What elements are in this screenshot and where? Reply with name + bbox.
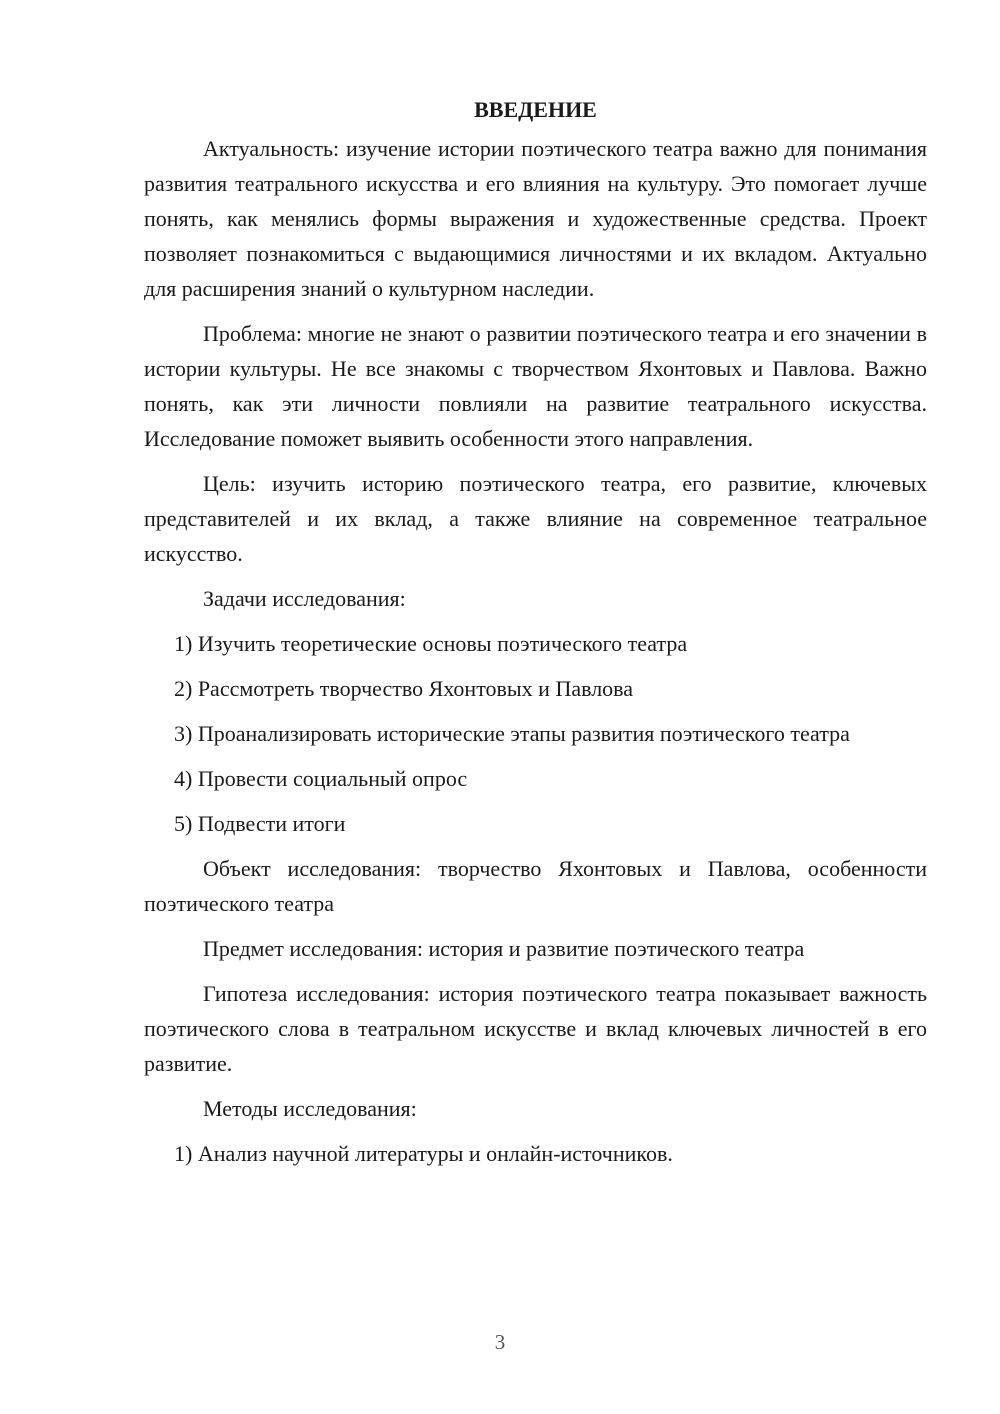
- paragraph-object: Объект исследования: творчество Яхонтовых и Павлова, особенности поэтического театра: [144, 856, 927, 916]
- page-number: 3: [494, 1330, 506, 1354]
- paragraph-goal: Цель: изучить историю поэтического театра, его развитие, ключевых представителей и их вклад, а также влияние на современное театральное искусство.: [144, 471, 927, 566]
- document-page: [144, 92, 927, 1181]
- paragraph-relevance: Актуальность: изучение истории поэтического театра важно для понимания развития театрального искусства и его влияния на культуру. Это помогает лучше понять, как менялись формы выражения и художественные средства. Проект позволяет познакомиться с выдающимися личностями и их вкладом. Актуально для расширения знаний о культурном наследии.: [144, 136, 927, 301]
- task-item-2: 2) Рассмотреть творчество Яхонтовых и Павлова: [174, 676, 634, 701]
- paragraph-tasks-heading: Задачи исследования:: [203, 586, 406, 611]
- task-item-3: 3) Проанализировать исторические этапы развития поэтического театра: [174, 721, 850, 746]
- method-item-1: 1) Анализ научной литературы и онлайн-источников.: [174, 1141, 673, 1166]
- task-item-1: 1) Изучить теоретические основы поэтического театра: [174, 631, 688, 656]
- paragraph-problem: Проблема: многие не знают о развитии поэтического театра и его значении в истории культуры. Не все знакомы с творчеством Яхонтовых и Павлова. Важно понять, как эти личности повлияли на развитие театрального искусства. Исследование поможет выявить особенности этого направления.: [144, 321, 927, 451]
- paragraph-subject: Предмет исследования: история и развитие поэтического театра: [203, 936, 805, 961]
- task-item-4: 4) Провести социальный опрос: [174, 766, 468, 791]
- task-item-5: 5) Подвести итоги: [174, 811, 346, 836]
- section-title: ВВЕДЕНИЕ: [474, 97, 597, 122]
- paragraph-methods-heading: Методы исследования:: [203, 1096, 417, 1121]
- paragraph-hypothesis: Гипотеза исследования: история поэтического театра показывает важность поэтического слова в театральном искусстве и вклад ключевых личностей в его развитие.: [144, 981, 927, 1076]
